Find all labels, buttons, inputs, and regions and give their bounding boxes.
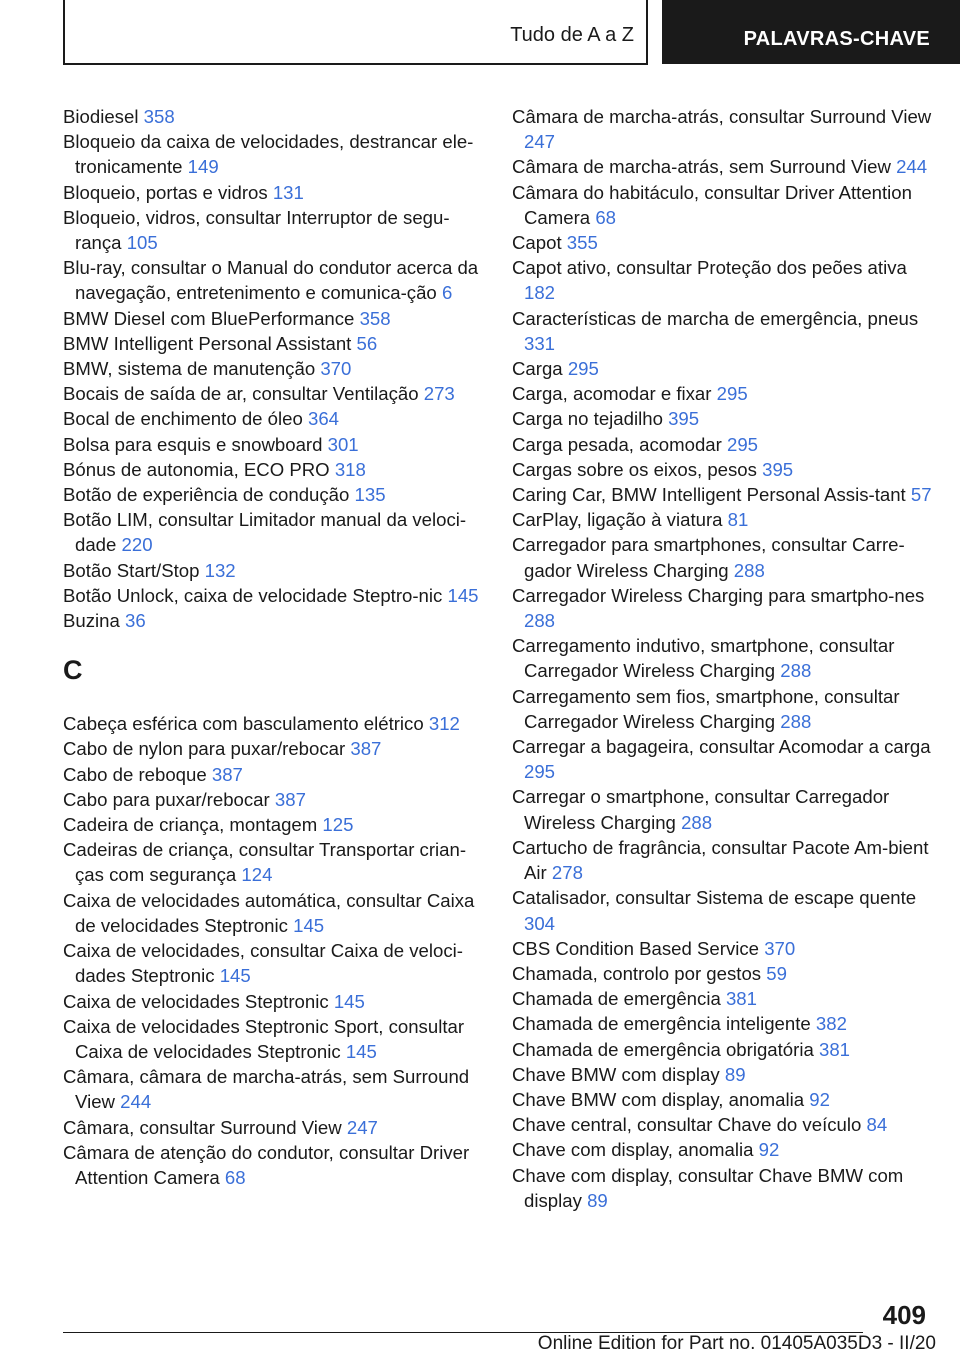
index-entry — [63, 457, 483, 482]
index-entry — [512, 104, 937, 154]
index-term: Câmara de marcha-atrás, consultar Surround View — [512, 106, 932, 127]
index-term: Bónus de autonomia, ECO PRO — [63, 458, 330, 480]
page-reference-link[interactable]: 395 — [668, 408, 700, 430]
index-entry — [63, 736, 483, 761]
index-entry — [63, 255, 483, 305]
page-reference-link[interactable]: 358 — [143, 106, 175, 127]
index-term: Chave BMW com display, anomalia — [512, 1088, 805, 1110]
index-term: Bloqueio, portas e vidros — [63, 181, 268, 203]
index-entry — [512, 381, 937, 406]
index-term: Caixa de velocidades automática, consultar Caixa de velocidades Steptronic — [63, 889, 475, 936]
page-reference-link[interactable]: 125 — [322, 814, 354, 836]
index-group-c — [63, 711, 483, 1190]
index-term: Chave BMW com display — [512, 1063, 720, 1085]
page-reference-link[interactable]: 370 — [320, 358, 352, 380]
index-term: Carga pesada, acomodar — [512, 433, 722, 455]
page-reference-link[interactable]: 92 — [758, 1139, 780, 1161]
index-entry — [63, 762, 483, 787]
page-reference-link[interactable]: 387 — [211, 763, 243, 785]
page-reference-link[interactable]: 295 — [524, 761, 556, 783]
header-underline — [63, 63, 648, 65]
page-reference-link[interactable]: 382 — [815, 1013, 847, 1035]
index-entry — [63, 432, 483, 457]
index-term: Catalisador, consultar Sistema de escape quente — [512, 887, 917, 909]
page-reference-link[interactable]: 381 — [818, 1038, 851, 1060]
page-reference-link[interactable]: 295 — [716, 383, 748, 405]
page-reference-link[interactable]: 89 — [587, 1189, 608, 1211]
page-reference-link[interactable]: 318 — [334, 458, 366, 480]
page-reference-link[interactable]: 381 — [725, 988, 757, 1010]
section-title: Tudo de A a Z — [510, 24, 634, 46]
index-entry — [63, 888, 483, 938]
index-entry — [63, 1014, 483, 1064]
page-reference-link[interactable]: 364 — [308, 408, 340, 430]
index-term: Blu-ray, consultar o Manual do condutor acerca da navegação, entretenimento e comunica‐ção — [63, 257, 479, 304]
index-entry — [512, 961, 937, 986]
index-entry — [512, 432, 937, 457]
index-entry — [63, 180, 483, 205]
page-reference-link[interactable]: 395 — [762, 458, 794, 480]
index-term: Botão de experiência de condução — [63, 484, 350, 506]
index-term: Carga, acomodar e fixar — [512, 383, 712, 405]
index-term: Carga no tejadilho — [512, 408, 663, 430]
index-term: Características de marcha de emergência, pneus — [512, 307, 919, 329]
index-term: Caixa de velocidades Steptronic Sport, consultar Caixa de velocidades Steptronic — [63, 1015, 465, 1062]
edition-info: Online Edition for Part no. 01405A035D3 - II/20 — [537, 1333, 936, 1354]
index-entry — [63, 989, 483, 1014]
index-entry — [512, 986, 937, 1011]
index-entry — [63, 406, 483, 431]
page-reference-link[interactable]: 295 — [727, 433, 759, 455]
index-term: Carregar a bagageira, consultar Acomodar a carga — [512, 736, 931, 758]
header-rule-left — [63, 0, 65, 64]
index-term: Bolsa para esquis e snowboard — [63, 433, 323, 455]
index-term: Chave com display, anomalia — [512, 1139, 754, 1161]
index-entry — [512, 1112, 937, 1137]
index-entry — [63, 1064, 483, 1114]
page-reference-link[interactable]: 6 — [441, 282, 453, 304]
page-reference-link[interactable]: 358 — [359, 307, 391, 329]
index-term: Cabo para puxar/rebocar — [63, 788, 270, 810]
page-reference-link[interactable]: 84 — [866, 1114, 888, 1136]
page-reference-link[interactable]: 278 — [551, 862, 583, 884]
page-reference-link[interactable]: 304 — [524, 912, 556, 934]
index-term: Bocal de enchimento de óleo — [63, 408, 303, 430]
page-reference-link[interactable]: 36 — [125, 610, 146, 632]
index-term: Cadeiras de criança, consultar Transportar crian‐ças com segurança — [63, 839, 467, 886]
page-reference-link[interactable]: 81 — [727, 509, 749, 531]
index-entry — [512, 356, 937, 381]
index-term: Carregador para smartphones, consultar Carre‐gador Wireless Charging — [512, 534, 905, 581]
index-group-b — [63, 104, 483, 633]
index-entry — [512, 255, 937, 305]
page-reference-link[interactable]: 288 — [780, 660, 812, 682]
index-entry — [512, 532, 937, 582]
index-term: Capot ativo, consultar Proteção dos peões ativa — [512, 257, 907, 279]
index-term: BMW, sistema de manutenção — [63, 358, 316, 380]
page-reference-link[interactable]: 273 — [423, 383, 455, 405]
index-term: Chave com display, consultar Chave BMW com display — [512, 1164, 904, 1211]
index-term: Bocais de saída de ar, consultar Ventilação — [63, 383, 419, 405]
index-term: Bloqueio da caixa de velocidades, destrancar ele‐tronicamente — [63, 131, 474, 178]
page-reference-link[interactable]: 59 — [766, 962, 787, 984]
index-column-right — [512, 104, 937, 1213]
index-term: CarPlay, ligação à viatura — [512, 509, 723, 531]
index-term: Cabo de reboque — [63, 763, 207, 785]
page-reference-link[interactable]: 247 — [524, 131, 556, 153]
index-entry — [63, 507, 483, 557]
page-reference-link[interactable]: 355 — [566, 232, 598, 254]
index-entry — [512, 1011, 937, 1036]
index-entry — [512, 1163, 937, 1213]
index-entry — [63, 381, 483, 406]
page-reference-link[interactable]: 56 — [356, 332, 378, 354]
page-reference-link[interactable]: 244 — [120, 1091, 152, 1113]
page-reference-link[interactable]: 301 — [327, 433, 359, 455]
page-reference-link[interactable]: 182 — [524, 282, 556, 304]
index-term: Botão Start/Stop — [63, 559, 200, 581]
index-entry — [63, 812, 483, 837]
index-term: Câmara de marcha-atrás, sem Surround View — [512, 156, 891, 178]
index-entry — [512, 482, 937, 507]
header-rule-right — [646, 0, 648, 64]
index-term: BMW Intelligent Personal Assistant — [63, 332, 352, 354]
index-entry — [512, 936, 937, 961]
index-term: Bloqueio, vidros, consultar Interruptor de segu‐rança — [63, 206, 450, 254]
page-reference-link[interactable]: 145 — [293, 914, 325, 936]
index-entry — [63, 558, 483, 583]
index-entry — [512, 784, 937, 834]
index-entry — [63, 205, 483, 255]
index-term: Carregar o smartphone, consultar Carregador Wireless Charging — [512, 786, 890, 833]
index-entry — [63, 482, 483, 507]
page-reference-link[interactable]: 288 — [733, 559, 765, 581]
index-term: Carregamento sem fios, smartphone, consultar Carregador Wireless Charging — [512, 685, 900, 732]
index-term: Cabeça esférica com basculamento elétrico — [63, 713, 424, 735]
page-reference-link[interactable]: 288 — [681, 811, 713, 833]
index-entry — [512, 154, 937, 179]
index-term: Chamada de emergência obrigatória — [512, 1038, 814, 1060]
index-entry — [63, 787, 483, 812]
page-reference-link[interactable]: 370 — [764, 937, 796, 959]
page-reference-link[interactable]: 247 — [346, 1116, 378, 1138]
index-entry — [512, 406, 937, 431]
page-number: 409 — [882, 1300, 926, 1330]
page-reference-link[interactable]: 145 — [219, 965, 251, 987]
page-reference-link[interactable]: 68 — [595, 206, 616, 228]
index-term: Cartucho de fragrância, consultar Pacote Am‐bient Air — [512, 836, 929, 884]
index-term: Cadeira de criança, montagem — [63, 814, 318, 836]
index-term: Câmara, consultar Surround View — [63, 1116, 342, 1138]
index-entry — [512, 1137, 937, 1162]
index-term: Cabo de nylon para puxar/rebocar — [63, 738, 346, 760]
page-reference-link[interactable]: 131 — [272, 181, 304, 203]
index-entry — [512, 734, 937, 784]
index-entry — [512, 180, 937, 230]
index-entry — [512, 1062, 937, 1087]
index-entry — [512, 1087, 937, 1112]
page-reference-link[interactable]: 244 — [896, 156, 928, 178]
page-reference-link[interactable]: 331 — [524, 332, 556, 354]
index-entry — [63, 1140, 483, 1190]
index-term: Cargas sobre os eixos, pesos — [512, 458, 757, 480]
index-entry — [512, 885, 937, 935]
page-reference-link[interactable]: 220 — [121, 534, 153, 556]
page-reference-link[interactable]: 105 — [126, 232, 158, 254]
index-entry — [512, 583, 937, 633]
index-term: Câmara de atenção do condutor, consultar Driver Attention Camera — [63, 1141, 470, 1188]
index-entry — [63, 331, 483, 356]
index-entry — [63, 104, 483, 129]
index-entry — [63, 306, 483, 331]
index-term: BMW Diesel com BluePerformance — [63, 307, 355, 329]
section-letter: C — [63, 655, 83, 686]
page-reference-link[interactable]: 149 — [187, 156, 219, 178]
page-reference-link[interactable]: 89 — [724, 1063, 746, 1085]
page-reference-link[interactable]: 288 — [780, 710, 812, 732]
index-term: Caixa de velocidades, consultar Caixa de veloci‐dades Steptronic — [63, 940, 463, 987]
index-term: Chave central, consultar Chave do veículo — [512, 1114, 862, 1136]
page-reference-link[interactable]: 387 — [350, 738, 382, 760]
index-term: Buzina — [63, 610, 120, 632]
index-term: Biodiesel — [63, 106, 139, 127]
index-group-c-continued — [512, 104, 937, 1213]
index-term: Botão LIM, consultar Limitador manual da veloci‐dade — [63, 509, 467, 556]
index-entry — [63, 938, 483, 988]
page-reference-link[interactable]: 295 — [567, 358, 599, 380]
page-reference-link[interactable]: 387 — [274, 788, 306, 810]
page-reference-link[interactable]: 92 — [809, 1088, 830, 1110]
page-reference-link[interactable]: 57 — [910, 484, 932, 506]
index-entry — [63, 356, 483, 381]
index-entry — [512, 457, 937, 482]
index-term: Caixa de velocidades Steptronic — [63, 990, 329, 1012]
index-entry — [63, 837, 483, 887]
page-reference-link[interactable]: 124 — [241, 864, 273, 886]
index-term: Chamada, controlo por gestos — [512, 962, 762, 984]
chapter-tab-label: PALAVRAS-CHAVE — [743, 28, 930, 50]
page-reference-link[interactable]: 135 — [354, 484, 386, 506]
page-reference-link[interactable]: 145 — [447, 584, 479, 606]
index-entry — [63, 711, 483, 736]
page-reference-link[interactable]: 312 — [428, 713, 460, 735]
page-reference-link[interactable]: 145 — [345, 1040, 377, 1062]
index-term: Chamada de emergência inteligente — [512, 1013, 811, 1035]
index-column-left — [63, 104, 483, 1190]
index-entry — [512, 230, 937, 255]
page-reference-link[interactable]: 145 — [333, 990, 365, 1012]
index-term: Botão Unlock, caixa de velocidade Steptro‐nic — [63, 584, 443, 606]
index-term: Chamada de emergência — [512, 988, 721, 1010]
page-reference-link[interactable]: 132 — [204, 559, 236, 581]
chapter-tab[interactable] — [662, 0, 960, 64]
index-entry — [512, 633, 937, 683]
index-term: Carregador Wireless Charging para smartpho‐nes — [512, 584, 925, 606]
index-entry — [63, 583, 483, 608]
index-term: Caring Car, BMW Intelligent Personal Assis‐tant — [512, 484, 906, 506]
index-entry — [512, 835, 937, 885]
page-reference-link[interactable]: 288 — [524, 610, 556, 632]
index-term: Capot — [512, 232, 562, 254]
index-entry — [63, 608, 483, 633]
index-entry — [63, 1115, 483, 1140]
index-entry — [512, 1037, 937, 1062]
index-term: Câmara, câmara de marcha-atrás, sem Surround View — [63, 1066, 470, 1113]
page-reference-link[interactable]: 68 — [224, 1166, 246, 1188]
index-term: Carga — [512, 358, 563, 380]
index-term: Câmara do habitáculo, consultar Driver Attention Camera — [512, 181, 912, 228]
index-term: Carregamento indutivo, smartphone, consultar Carregador Wireless Charging — [512, 635, 895, 682]
index-entry — [512, 684, 937, 734]
index-entry — [63, 129, 483, 179]
index-entry — [512, 507, 937, 532]
index-entry — [512, 306, 937, 356]
index-term: CBS Condition Based Service — [512, 937, 760, 959]
